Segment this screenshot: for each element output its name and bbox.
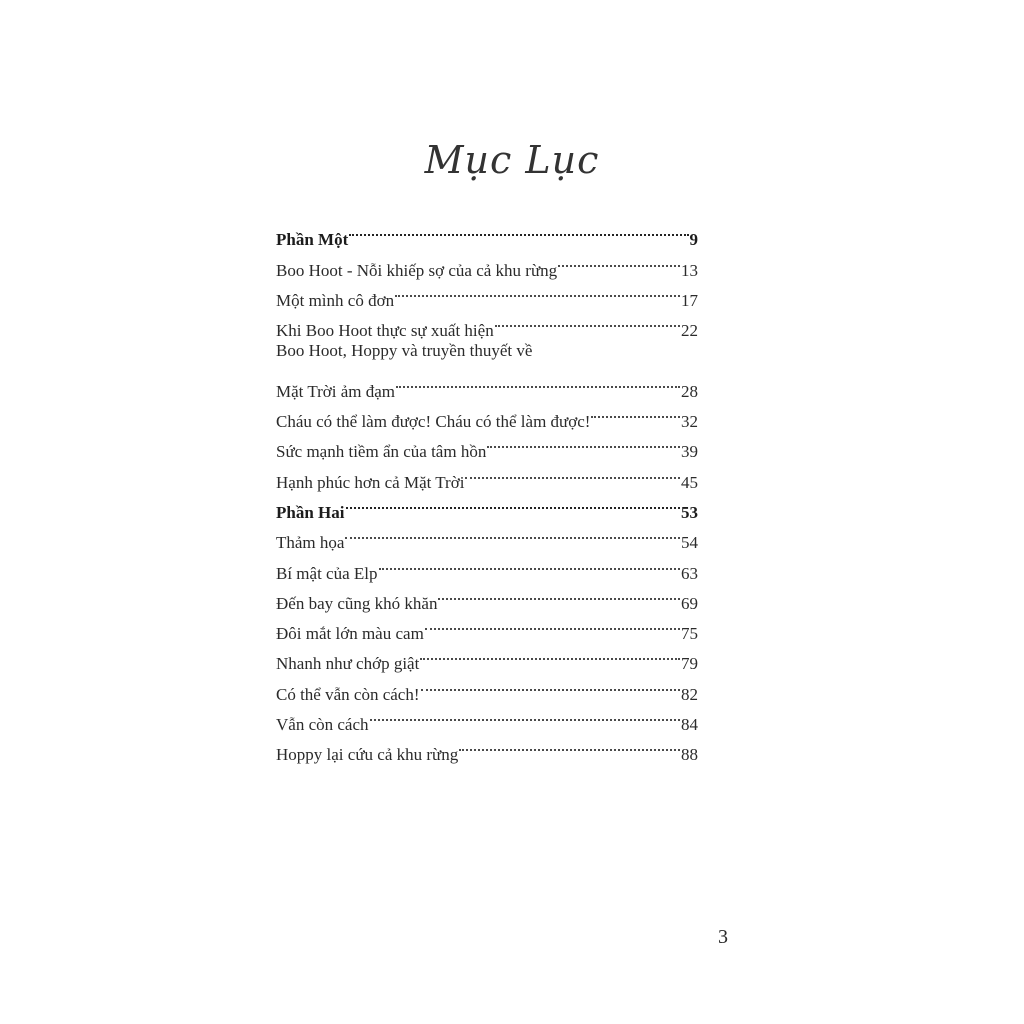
toc-entry-title: Phần Hai — [276, 502, 345, 522]
toc-entry-page: 39 — [681, 442, 698, 462]
toc-entry-title: Khi Boo Hoot thực sự xuất hiện — [276, 321, 494, 341]
table-of-contents — [276, 215, 698, 765]
toc-entry — [276, 336, 698, 366]
toc-entry-page: 22 — [681, 321, 698, 341]
toc-entry-page: 45 — [681, 472, 698, 492]
toc-section-heading — [276, 215, 698, 250]
toc-entry-title: Đến bay cũng khó khăn — [276, 593, 438, 613]
toc-entry-page: 53 — [681, 502, 698, 522]
toc-entry-page: 54 — [681, 533, 698, 553]
toc-entry-page: 17 — [681, 290, 698, 310]
toc-dot-leader — [346, 488, 681, 518]
toc-dot-leader — [438, 579, 680, 609]
toc-entry-page: 69 — [681, 593, 698, 613]
toc-entry-page: 79 — [681, 654, 698, 674]
page-title: Mục Lục — [424, 138, 600, 182]
toc-dot-leader — [421, 669, 681, 699]
toc-dot-leader — [379, 548, 680, 578]
toc-entry-title: Đôi mắt lớn màu cam — [276, 624, 424, 644]
toc-dot-leader — [459, 730, 680, 760]
page-number: 3 — [718, 926, 728, 948]
toc-dot-leader — [349, 215, 688, 245]
toc-entry-title: Hạnh phúc hơn cả Mặt Trời — [276, 472, 465, 492]
toc-entry-title: Boo Hoot, Hoppy và truyền thuyết về — [276, 341, 533, 361]
toc-entry-title: Sức mạnh tiềm ẩn của tâm hồn — [276, 442, 487, 462]
toc-dot-leader — [345, 518, 680, 548]
toc-entry-title: Nhanh như chớp giật — [276, 654, 420, 674]
toc-dot-leader — [487, 427, 680, 457]
toc-entry-title: Một mình cô đơn — [276, 290, 395, 310]
toc-entry-page: 63 — [681, 563, 698, 583]
toc-dot-leader — [591, 397, 680, 427]
toc-entry-title: Mặt Trời ảm đạm — [276, 381, 396, 401]
toc-entry-page: 13 — [681, 260, 698, 280]
toc-entry-title: Cháu có thể làm được! Cháu có thể làm được! — [276, 412, 591, 432]
toc-entry-title: Phần Một — [276, 230, 349, 250]
toc-entry-title: Bí mật của Elp — [276, 563, 378, 583]
toc-dot-leader — [396, 366, 680, 396]
toc-dot-leader — [420, 639, 680, 669]
toc-entry-page: 84 — [681, 715, 698, 735]
toc-entry-title: Có thể vẫn còn cách! — [276, 684, 420, 704]
toc-dot-leader — [558, 245, 680, 275]
toc-entry-page: 75 — [681, 624, 698, 644]
toc-dot-leader — [495, 306, 680, 336]
toc-entry-title: Thảm họa — [276, 533, 345, 553]
toc-entry-title: Boo Hoot - Nỗi khiếp sợ của cả khu rừng — [276, 260, 558, 280]
toc-dot-leader — [465, 457, 680, 487]
toc-entry-title: Hoppy lại cứu cả khu rừng — [276, 745, 459, 765]
toc-entry-page: 82 — [681, 684, 698, 704]
toc-entry-title: Vẫn còn cách — [276, 715, 369, 735]
toc-entry-page: 88 — [681, 745, 698, 765]
toc-entry-page: 28 — [681, 381, 698, 401]
toc-dot-leader — [395, 276, 680, 306]
toc-dot-leader — [425, 609, 680, 639]
toc-entry — [276, 366, 698, 401]
toc-entry-page: 32 — [681, 412, 698, 432]
toc-dot-leader — [370, 700, 680, 730]
toc-entry-page: 9 — [689, 230, 698, 250]
